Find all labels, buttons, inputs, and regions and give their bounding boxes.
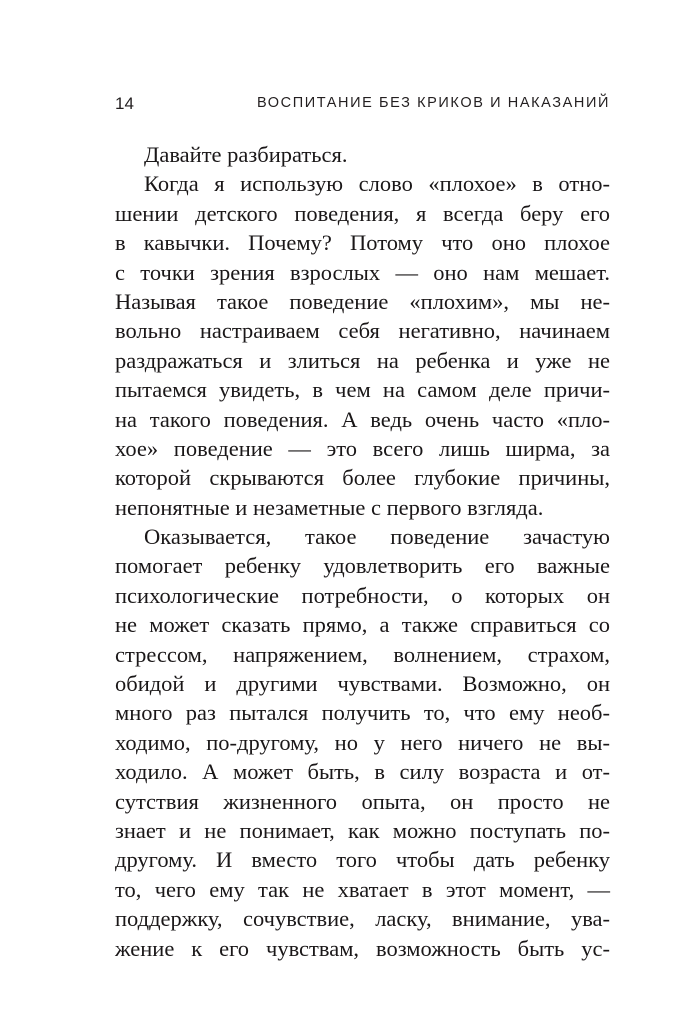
text-line: то, чего ему так не хватает в этот момент, —: [115, 876, 610, 902]
text-line: много раз пытался получить то, что ему необ-: [115, 700, 610, 726]
text-line: с точки зрения взрослых — оно нам мешает.: [115, 259, 610, 285]
text-line: обидой и другими чувствами. Возможно, он: [115, 671, 610, 697]
book-title: ВОСПИТАНИЕ БЕЗ КРИКОВ И НАКАЗАНИЙ: [257, 95, 610, 111]
text-line: Оказывается, такое поведение зачастую: [144, 524, 610, 550]
text-line: в кавычки. Почему? Потому что оно плохое: [115, 230, 610, 256]
text-line: непонятные и незаметные с первого взгляда.: [115, 494, 544, 520]
text-line: стрессом, напряжением, волнением, страхом,: [115, 641, 610, 667]
text-line: помогает ребенку удовлетворить его важные: [115, 553, 610, 579]
body-text: [115, 140, 610, 963]
text-line: знает и не понимает, как можно поступать по-: [115, 817, 610, 843]
text-line: поддержку, сочувствие, ласку, внимание, ува-: [115, 906, 610, 932]
text-line: раздражаться и злиться на ребенка и уже не: [115, 347, 610, 373]
text-line: пытаемся увидеть, в чем на самом деле причи-: [115, 377, 610, 403]
text-line: вольно настраиваем себя негативно, начинаем: [115, 318, 610, 344]
page-number: 14: [115, 94, 134, 113]
text-line: хое» поведение — это всего лишь ширма, за: [115, 435, 610, 461]
text-line: которой скрываются более глубокие причины,: [115, 465, 610, 491]
text-line: психологические потребности, о которых он: [115, 582, 610, 608]
text-line: жение к его чувствам, возможность быть ус-: [115, 935, 610, 961]
text-line: другому. И вместо того чтобы дать ребенку: [115, 847, 610, 873]
text-line: ходило. А может быть, в силу возраста и от-: [115, 759, 610, 785]
text-line: Называя такое поведение «плохим», мы не-: [115, 288, 610, 314]
text-line: Когда я использую слово «плохое» в отно-: [144, 171, 610, 197]
text-line: сутствия жизненного опыта, он просто не: [115, 788, 610, 814]
text-line: шении детского поведения, я всегда беру его: [115, 200, 610, 226]
text-line: Давайте разбираться.: [144, 142, 348, 167]
running-header: [115, 92, 610, 116]
text-line: ходимо, по-другому, но у него ничего не вы-: [115, 729, 610, 755]
text-line: не может сказать прямо, а также справиться со: [115, 612, 610, 638]
text-line: на такого поведения. А ведь очень часто «пло-: [115, 406, 610, 432]
